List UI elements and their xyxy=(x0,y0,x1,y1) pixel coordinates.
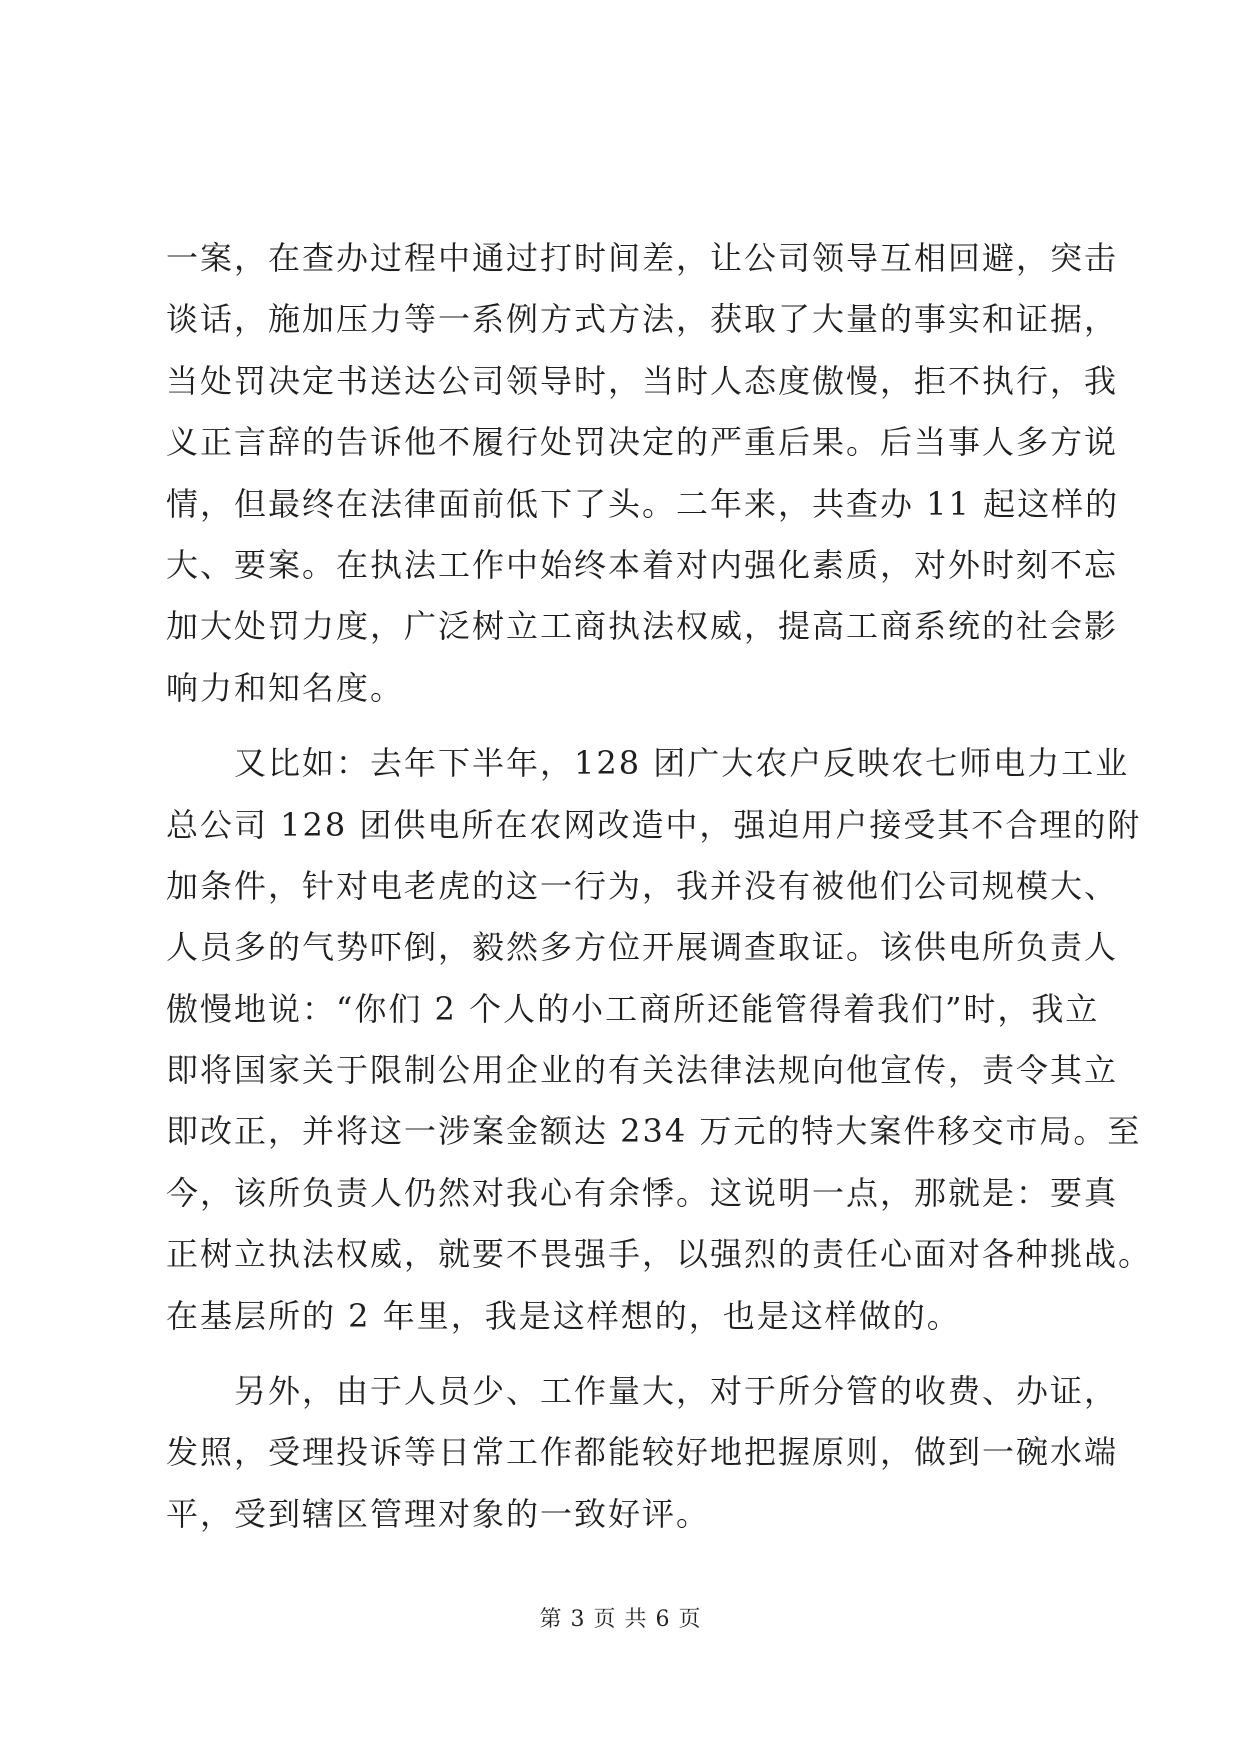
text-line: 在基层所的 2 年里，我是这样想的，也是这样做的。 xyxy=(166,1296,961,1335)
text-line: 又比如：去年下半年，128 团广大农户反映农七师电力工业 xyxy=(166,744,1130,783)
text-line: 总公司 128 团供电所在农网改造中，强迫用户接受其不合理的附 xyxy=(166,805,1142,844)
text-line: 一案，在查办过程中通过打时间差，让公司领导互相回避，突击 xyxy=(166,239,1119,277)
text-line: 另外，由于人员少、工作量大，对于所分管的收费、办证， xyxy=(166,1372,1119,1411)
text-line: 平，受到辖区管理对象的一致好评。 xyxy=(166,1494,711,1533)
text-line: 谈话，施加压力等一系例方式方法，获取了大量的事实和证据， xyxy=(166,300,1119,339)
text-line: 正树立执法权威，就要不畏强手，以强烈的责任心面对各种挑战。 xyxy=(166,1235,1153,1274)
text-line: 即将国家关于限制公用企业的有关法律法规向他宣传，责令其立 xyxy=(166,1051,1119,1090)
text-line: 大、要案。在执法工作中始终本着对内强化素质，对外时刻不忘 xyxy=(166,545,1119,584)
paragraph xyxy=(166,228,1120,719)
text-line: 发照，受理投诉等日常工作都能较好地把握原则，做到一碗水端 xyxy=(166,1433,1119,1472)
text-line: 今，该所负责人仍然对我心有余悸。这说明一点，那就是：要真 xyxy=(166,1173,1119,1212)
paragraph xyxy=(166,1361,1119,1545)
paragraph-spacer xyxy=(166,719,1076,733)
text-line: 情，但最终在法律面前低下了头。二年来，共查办 11 起这样的 xyxy=(166,484,1120,523)
text-line: 义正言辞的告诉他不履行处罚决定的严重后果。后当事人多方说 xyxy=(166,423,1119,462)
text-line: 加条件，针对电老虎的这一行为，我并没有被他们公司规模大、 xyxy=(166,866,1119,905)
text-line: 即改正，并将这一涉案金额达 234 万元的特大案件移交市局。至 xyxy=(166,1112,1142,1151)
text-line: 加大处罚力度，广泛树立工商执法权威，提高工商系统的社会影 xyxy=(166,607,1119,646)
text-line: 当处罚决定书送达公司领导时，当时人态度傲慢，拒不执行，我 xyxy=(166,361,1119,400)
text-line: 人员多的气势吓倒，毅然多方位开展调查取证。该供电所负责人 xyxy=(166,928,1119,967)
paragraph xyxy=(166,733,1153,1347)
text-line: 响力和知名度。 xyxy=(166,668,405,707)
document-body xyxy=(166,228,1153,1545)
paragraph-spacer xyxy=(166,1347,1076,1361)
page-number-footer: 第 3 页 共 6 页 xyxy=(539,1607,702,1632)
text-line: 傲慢地说：“你们 2 个人的小工商所还能管得着我们”时，我立 xyxy=(166,989,1100,1028)
